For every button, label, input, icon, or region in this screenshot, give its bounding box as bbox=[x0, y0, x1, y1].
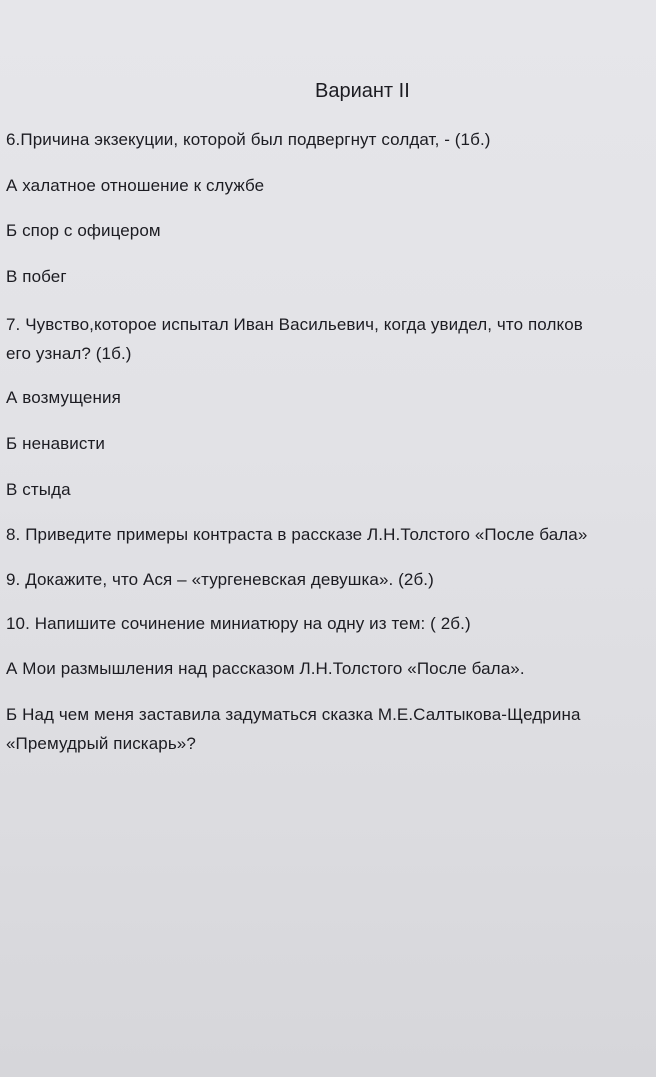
question-10-topic-b: Б Над чем меня заставила задуматься сказка М.Е.Салтыкова-Щедрина bbox=[6, 705, 581, 724]
question-10-topic-a: А Мои размышления над рассказом Л.Н.Толстого «После бала». bbox=[6, 659, 525, 678]
question-7-continuation: его узнал? (1б.) bbox=[6, 344, 132, 363]
question-7-option-c: В стыда bbox=[6, 480, 71, 499]
question-10-topic-b-continuation: «Премудрый пискарь»? bbox=[6, 734, 196, 753]
question-6: 6.Причина экзекуции, которой был подвергнут солдат, - (1б.) bbox=[6, 130, 491, 149]
question-9: 9. Докажите, что Ася – «тургеневская девушка». (2б.) bbox=[6, 570, 434, 589]
question-7-option-b: Б ненависти bbox=[6, 434, 105, 453]
question-8: 8. Приведите примеры контраста в рассказе Л.Н.Толстого «После бала» bbox=[6, 525, 588, 544]
question-6-option-c: В побег bbox=[6, 267, 67, 286]
question-7-option-a: А возмущения bbox=[6, 388, 121, 407]
question-6-option-b: Б спор с офицером bbox=[6, 221, 161, 240]
variant-title: Вариант II bbox=[315, 80, 410, 102]
question-7: 7. Чувство,которое испытал Иван Васильевич, когда увидел, что полков bbox=[6, 315, 583, 334]
question-10: 10. Напишите сочинение миниатюру на одну из тем: ( 2б.) bbox=[6, 614, 471, 633]
question-6-option-a: А халатное отношение к службе bbox=[6, 176, 265, 195]
